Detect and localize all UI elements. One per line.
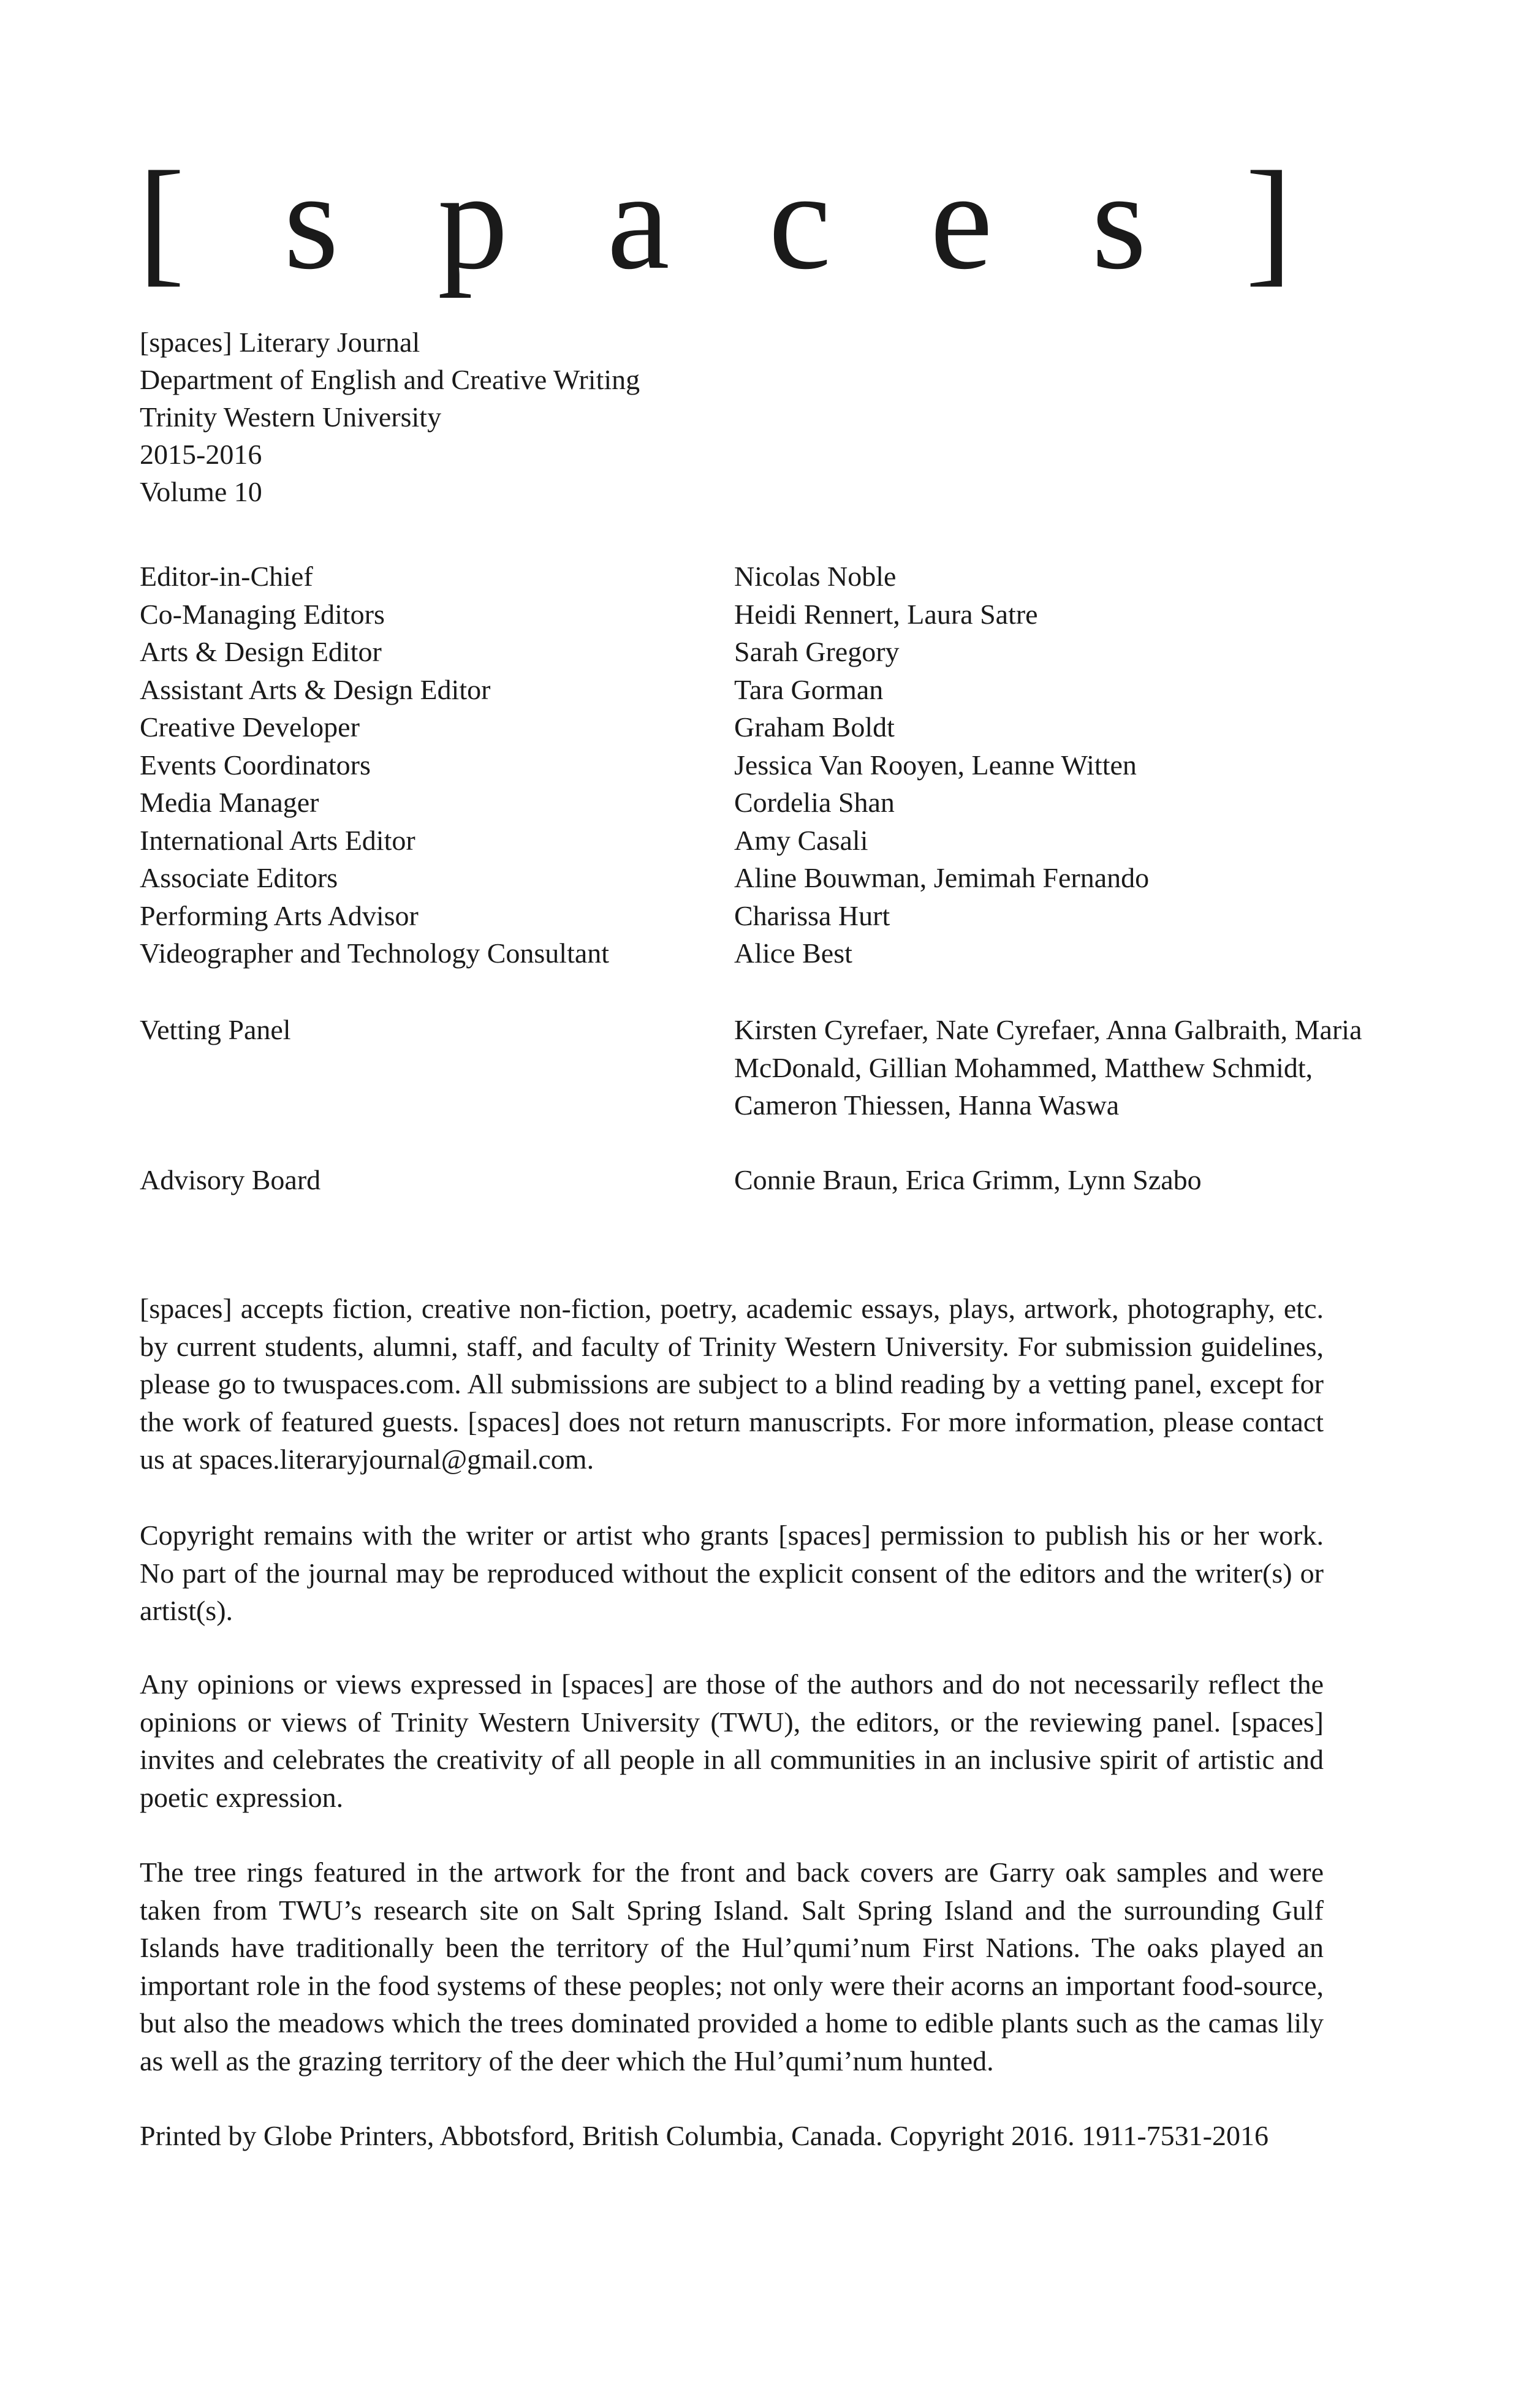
masthead-name: Aline Bouwman, Jemimah Fernando <box>734 862 1150 893</box>
masthead-name: Sarah Gregory <box>734 636 900 667</box>
journal-info-line: [spaces] Literary Journal <box>140 327 420 358</box>
opinions-paragraph: Any opinions or views expressed in [spaces] are those of the authors and do not necessarily reflect the opinions or views of Trinity Western University (TWU), the editors, or the reviewing panel. [spaces] invites and celebrates the creativity of all people in all communities in an inclusive spirit of artistic and poetic expression. <box>140 1668 1324 1813</box>
journal-info-line: Department of English and Creative Writing <box>140 364 640 395</box>
masthead-name: Amy Casali <box>734 824 868 856</box>
masthead-row <box>140 671 1365 709</box>
masthead-role: Co-Managing Editors <box>140 598 385 630</box>
masthead-name: Graham Boldt <box>734 711 895 743</box>
masthead-row <box>140 746 1365 784</box>
journal-info-line: 2015-2016 <box>140 439 262 470</box>
printed-by-line: Printed by Globe Printers, Abbotsford, British Columbia, Canada. Copyright 2016. 1911-7531-2016 <box>140 2120 1268 2151</box>
masthead-role: Creative Developer <box>140 711 360 743</box>
masthead-row <box>140 822 1365 860</box>
advisory-board <box>140 1161 1365 1199</box>
vetting-panel <box>140 1011 1365 1124</box>
masthead-role: Videographer and Technology Consultant <box>140 937 610 969</box>
masthead-name: Cordelia Shan <box>734 787 895 818</box>
masthead-role: Events Coordinators <box>140 749 371 781</box>
masthead-name: Charissa Hurt <box>734 899 890 931</box>
copyright-paragraph: Copyright remains with the writer or artist who grants [spaces] permission to publish his or her work. No part of the journal may be reproduced without the explicit consent of the editors and the writer(s) or artist(s). <box>140 1520 1324 1626</box>
masthead-name: Nicolas Noble <box>734 561 897 592</box>
masthead-row <box>140 859 1365 897</box>
masthead-row <box>140 558 1365 596</box>
masthead-name: Alice Best <box>734 937 852 969</box>
masthead-row <box>140 897 1365 935</box>
journal-info <box>140 324 640 510</box>
vetting-panel-label: Vetting Panel <box>140 1014 291 1045</box>
masthead-row <box>140 633 1365 671</box>
masthead-role: Media Manager <box>140 787 319 818</box>
masthead-name: Jessica Van Rooyen, Leanne Witten <box>734 749 1137 781</box>
journal-info-line: Volume 10 <box>140 476 262 507</box>
masthead-name: Tara Gorman <box>734 673 884 705</box>
advisory-board-label: Advisory Board <box>140 1164 321 1195</box>
masthead-name: Heidi Rennert, Laura Satre <box>734 598 1038 630</box>
masthead-row <box>140 596 1365 634</box>
masthead-role: Editor-in-Chief <box>140 561 313 592</box>
masthead-row <box>140 708 1365 746</box>
masthead-role: Associate Editors <box>140 862 338 893</box>
masthead-role: Arts & Design Editor <box>140 636 382 667</box>
tree-rings-paragraph: The tree rings featured in the artwork for the front and back covers are Garry oak samples and were taken from TWU’s research site on Salt Spring Island. Salt Spring Island and the surrounding Gulf Islands have traditionally been the territory of the Hul’qumi’num First Nations. The oaks played an important role in the food systems of these peoples; not only were their acorns an important food-source, but also the meadows which the trees dominated provided a home to edible plants such as the camas lily as well as the grazing territory of the deer which the Hul’qumi’num hunted. <box>140 1857 1324 2077</box>
masthead-role: International Arts Editor <box>140 824 415 856</box>
masthead-list <box>140 558 1365 972</box>
masthead-role: Performing Arts Advisor <box>140 899 419 931</box>
advisory-board-members: Connie Braun, Erica Grimm, Lynn Szabo <box>734 1164 1202 1195</box>
masthead-row <box>140 784 1365 822</box>
journal-logo: [ s p a c e s ] <box>138 142 1324 298</box>
masthead-role: Assistant Arts & Design Editor <box>140 673 491 705</box>
submissions-paragraph: [spaces] accepts fiction, creative non-fiction, poetry, academic essays, plays, artwork, photography, etc. by current students, alumni, staff, and faculty of Trinity Western University. For submission guidelines, please go to twuspaces.com. All submissions are subject to a blind reading by a vetting panel, except for the work of featured guests. [spaces] does not return manuscripts. For more information, please contact us at spaces.literaryjournal@gmail.com. <box>140 1293 1324 1475</box>
masthead-row <box>140 934 1365 972</box>
journal-info-line: Trinity Western University <box>140 401 442 433</box>
vetting-panel-members: Kirsten Cyrefaer, Nate Cyrefaer, Anna Galbraith, Maria McDonald, Gillian Mohammed, Matthew Schmidt, Cameron Thiessen, Hanna Waswa <box>734 1014 1362 1121</box>
